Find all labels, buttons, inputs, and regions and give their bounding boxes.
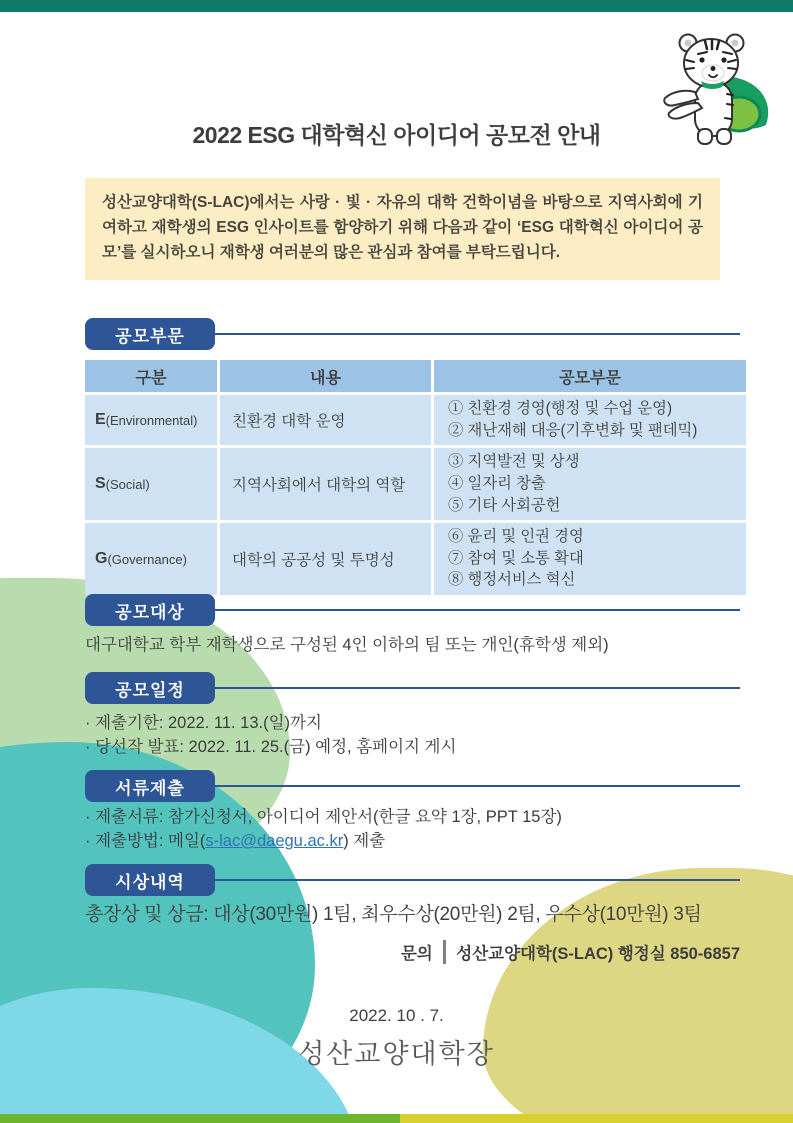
section-header-submission (85, 770, 740, 802)
submission-list (85, 806, 740, 854)
tiger-mascot-icon (635, 26, 785, 151)
submission-doc-item: · 제출서류: 참가신청서, 아이디어 제안서(한글 요약 1장, PPT 15장) (85, 808, 562, 826)
section-rule (215, 785, 740, 788)
method-suffix: ) 제출 (343, 831, 386, 850)
schedule-item: · 제출기한: 2022. 11. 13.(일)까지 (85, 714, 322, 732)
email-link[interactable]: s-lac@daegu.ac.kr (205, 831, 344, 850)
table-cell-items (434, 448, 746, 520)
section-header-field (85, 318, 740, 350)
section-badge-submission (85, 770, 215, 802)
table-cell-content: 친환경 대학 운영 (220, 395, 431, 445)
table-header-cell: 내용 (220, 360, 431, 392)
section-badge-label: 공모부문 (115, 326, 185, 346)
category-name: (Governance) (107, 551, 187, 567)
table-item: ⑦ 참여 및 소통 확대 (448, 549, 584, 567)
contact-value: 성산교양대학(S-LAC) 행정실 850-6857 (456, 945, 740, 963)
category-code: G (95, 550, 108, 568)
bottom-bar-green (0, 1114, 400, 1123)
table-cell-content: 대학의 공공성 및 투명성 (220, 523, 431, 595)
section-badge-target (85, 594, 215, 626)
table-cell-category (85, 395, 217, 445)
table-cell-items (434, 395, 746, 445)
table-cell-category (85, 448, 217, 520)
announcement-date: 2022. 10 . 7. (349, 1006, 444, 1025)
table-cell-content: 지역사회에서 대학의 역할 (220, 448, 431, 520)
signature: 성산교양대학장 (298, 1039, 495, 1069)
category-name: (Social) (105, 476, 150, 492)
bottom-accent-bar (0, 1114, 793, 1123)
table-item: ⑧ 행정서비스 혁신 (448, 571, 576, 589)
section-badge-label: 공모대상 (115, 602, 185, 622)
category-code: E (95, 411, 106, 429)
intro-box (85, 178, 720, 280)
intro-text: 성산교양대학(S-LAC)에서는 사랑 · 빛 · 자유의 대학 건학이념을 바탕으로 지역사회에 기여하고 재학생의 ESG 인사이트를 함양하기 위해 다음과 같이 ‘ESG 대학혁신 아이디어 공모’를 실시하오니 재학생 여러분의 많은 관심과 참여를 부탁드립니다. (102, 194, 703, 261)
category-name: (Environmental) (105, 412, 198, 428)
table-item: ⑤ 기타 사회공헌 (448, 496, 561, 514)
table-cell-items (434, 523, 746, 595)
section-badge-label: 서류제출 (115, 778, 185, 798)
submission-method-item (85, 830, 740, 854)
table-header-cell: 공모부문 (434, 360, 746, 392)
schedule-list (85, 712, 740, 760)
section-badge-awards (85, 864, 215, 896)
table-item: ③ 지역발전 및 상생 (448, 453, 580, 471)
table-cell-category (85, 523, 217, 595)
section-badge-field (85, 318, 215, 350)
section-badge-schedule (85, 672, 215, 704)
page-title: 2022 ESG 대학혁신 아이디어 공모전 안내 (192, 122, 601, 148)
table-item: ② 재난재해 대응(기후변화 및 팬데믹) (448, 421, 698, 439)
contact-divider (443, 940, 447, 964)
section-rule (215, 879, 740, 882)
schedule-item: · 당선작 발표: 2022. 11. 25.(금) 예정, 홈페이지 게시 (85, 737, 457, 756)
category-code: S (95, 475, 106, 493)
contest-field-table (85, 360, 740, 595)
table-item: ⑥ 윤리 및 인권 경영 (448, 528, 584, 546)
contact-line (85, 940, 740, 964)
target-text: 대구대학교 학부 재학생으로 구성된 4인 이하의 팀 또는 개인(휴학생 제외) (85, 636, 609, 654)
table-item: ① 친환경 경영(행정 및 수업 운영) (448, 400, 673, 417)
method-prefix: · 제출방법: 메일( (85, 831, 206, 850)
table-item: ④ 일자리 창출 (448, 474, 546, 492)
prize-line: 총장상 및 상금: 대상(30만원) 1팀, 최우수상(20만원) 2팀, 우수상(10만원) 3팀 (85, 904, 702, 925)
bottom-bar-yellow (400, 1114, 793, 1123)
section-rule (215, 609, 740, 612)
section-header-target (85, 594, 740, 626)
section-rule (215, 687, 740, 690)
table-header-cell: 구분 (85, 360, 217, 392)
section-rule (215, 333, 740, 336)
section-badge-label: 공모일정 (115, 680, 185, 700)
section-header-awards (85, 864, 740, 896)
section-badge-label: 시상내역 (115, 872, 185, 892)
contact-label: 문의 (400, 945, 433, 963)
section-header-schedule (85, 672, 740, 704)
